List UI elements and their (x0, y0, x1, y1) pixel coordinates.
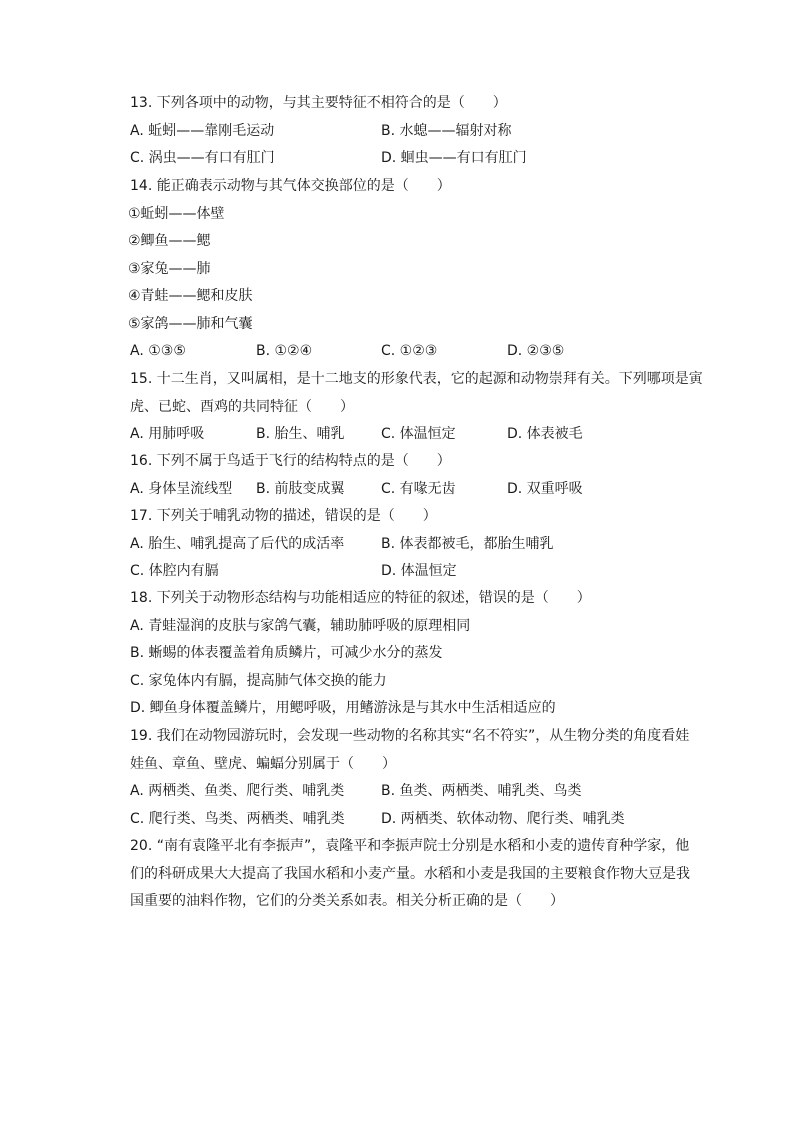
question-stem-line: 们的科研成果大大提高了我国水稻和小麦产量。水稻和小麦是我国的主要粮食作物大豆是我 (130, 865, 690, 882)
option-d: D. 体温恒定 (381, 563, 457, 579)
question-17 (130, 503, 700, 586)
option-row (130, 778, 700, 806)
option-row (130, 806, 700, 834)
option-a: A. 蚯蚓——靠刚毛运动 (130, 122, 275, 139)
option-c: C. 爬行类、鸟类、两栖类、哺乳类 (130, 810, 345, 827)
option-a: A. 两栖类、鱼类、爬行类、哺乳类 (130, 783, 345, 799)
option-row (130, 476, 700, 504)
option-c: C. 有喙无齿 (381, 480, 456, 497)
question-stem: 18. 下列关于动物形态结构与功能相适应的特征的叙述，错误的是（ ） (130, 590, 591, 606)
option-b: B. 前肢变成翼 (256, 480, 345, 497)
option-c: C. 家兔体内有膈，提高肺气体交换的能力 (130, 672, 387, 689)
option-a: A. ①③⑤ (130, 343, 186, 359)
question-15 (130, 366, 703, 449)
option-d: D. 两栖类、软体动物、爬行类、哺乳类 (381, 810, 625, 827)
list-item: ③家兔——肺 (128, 260, 211, 277)
option-row (130, 558, 700, 586)
option-b: B. 胎生、哺乳 (256, 426, 345, 442)
option-b: B. 蜥蜴的体表覆盖着角质鳞片，可减少水分的蒸发 (130, 645, 443, 661)
question-stem-line: 国重要的油料作物，它们的分类关系如表。相关分析正确的是（ ） (130, 893, 564, 909)
question-stem-line: 娃鱼、章鱼、壁虎、蝙蝠分别属于（ ） (130, 755, 396, 772)
option-d: D. 鲫鱼身体覆盖鳞片，用鳃呼吸，用鳍游泳是与其水中生活相适应的 (130, 700, 556, 716)
option-c: C. 体腔内有膈 (130, 563, 219, 579)
option-row (130, 421, 700, 449)
option-b: B. 体表都被毛，都胎生哺乳 (381, 535, 554, 552)
option-d: D. 蛔虫——有口有肛门 (381, 150, 527, 166)
list-item: ④青蛙——鳃和皮肤 (128, 288, 253, 304)
list-item: ⑤家鸽——肺和气囊 (128, 315, 253, 332)
option-row (130, 118, 700, 146)
question-13 (130, 90, 700, 173)
question-stem: 14. 能正确表示动物与其气体交换部位的是（ ） (130, 178, 451, 194)
option-row (130, 145, 700, 173)
option-a: A. 胎生、哺乳提高了后代的成活率 (130, 535, 345, 552)
option-b: B. 鱼类、两栖类、哺乳类、鸟类 (381, 783, 582, 799)
option-b: B. 水螅——辐射对称 (381, 122, 512, 139)
question-stem: 16. 下列不属于鸟适于飞行的结构特点的是（ ） (130, 453, 451, 469)
option-row (130, 338, 700, 366)
option-d: D. 体表被毛 (507, 426, 583, 442)
option-a: A. 青蛙湿润的皮肤与家鸽气囊，辅助肺呼吸的原理相同 (130, 617, 471, 634)
option-a: A. 身体呈流线型 (130, 480, 233, 497)
option-a: A. 用肺呼吸 (130, 426, 205, 442)
question-19 (130, 723, 700, 833)
question-20 (130, 833, 700, 916)
question-stem: 17. 下列关于哺乳动物的描述，错误的是（ ） (130, 508, 437, 524)
option-c: C. 涡虫——有口有肛门 (130, 150, 275, 166)
option-row (130, 531, 700, 559)
option-c: C. ①②③ (381, 343, 438, 359)
question-stem: 13. 下列各项中的动物，与其主要特征不相符合的是（ ） (130, 95, 507, 111)
question-14 (130, 173, 700, 366)
question-18 (130, 585, 700, 723)
list-item: ②鲫鱼——鳃 (128, 233, 211, 249)
question-stem-line: 虎、已蛇、酉鸡的共同特征（ ） (130, 398, 354, 415)
list-item: ①蚯蚓——体壁 (128, 205, 225, 222)
question-stem-line: 20. “南有袁隆平北有李振声”，袁隆平和李振声院士分别是水稻和小麦的遗传育种学家，他 (130, 838, 690, 854)
option-c: C. 体温恒定 (381, 426, 456, 442)
question-stem-line: 19. 我们在动物园游玩时，会发现一些动物的名称其实“名不符实”，从生物分类的角度看娃 (130, 728, 690, 744)
option-d: D. 双重呼吸 (507, 480, 583, 497)
option-b: B. ①②④ (256, 343, 313, 359)
question-16 (130, 448, 700, 503)
question-stem-line: 15. 十二生肖，又叫属相，是十二地支的形象代表，它的起源和动物崇拜有关。下列哪项是寅 (130, 371, 703, 387)
option-d: D. ②③⑤ (507, 343, 565, 359)
